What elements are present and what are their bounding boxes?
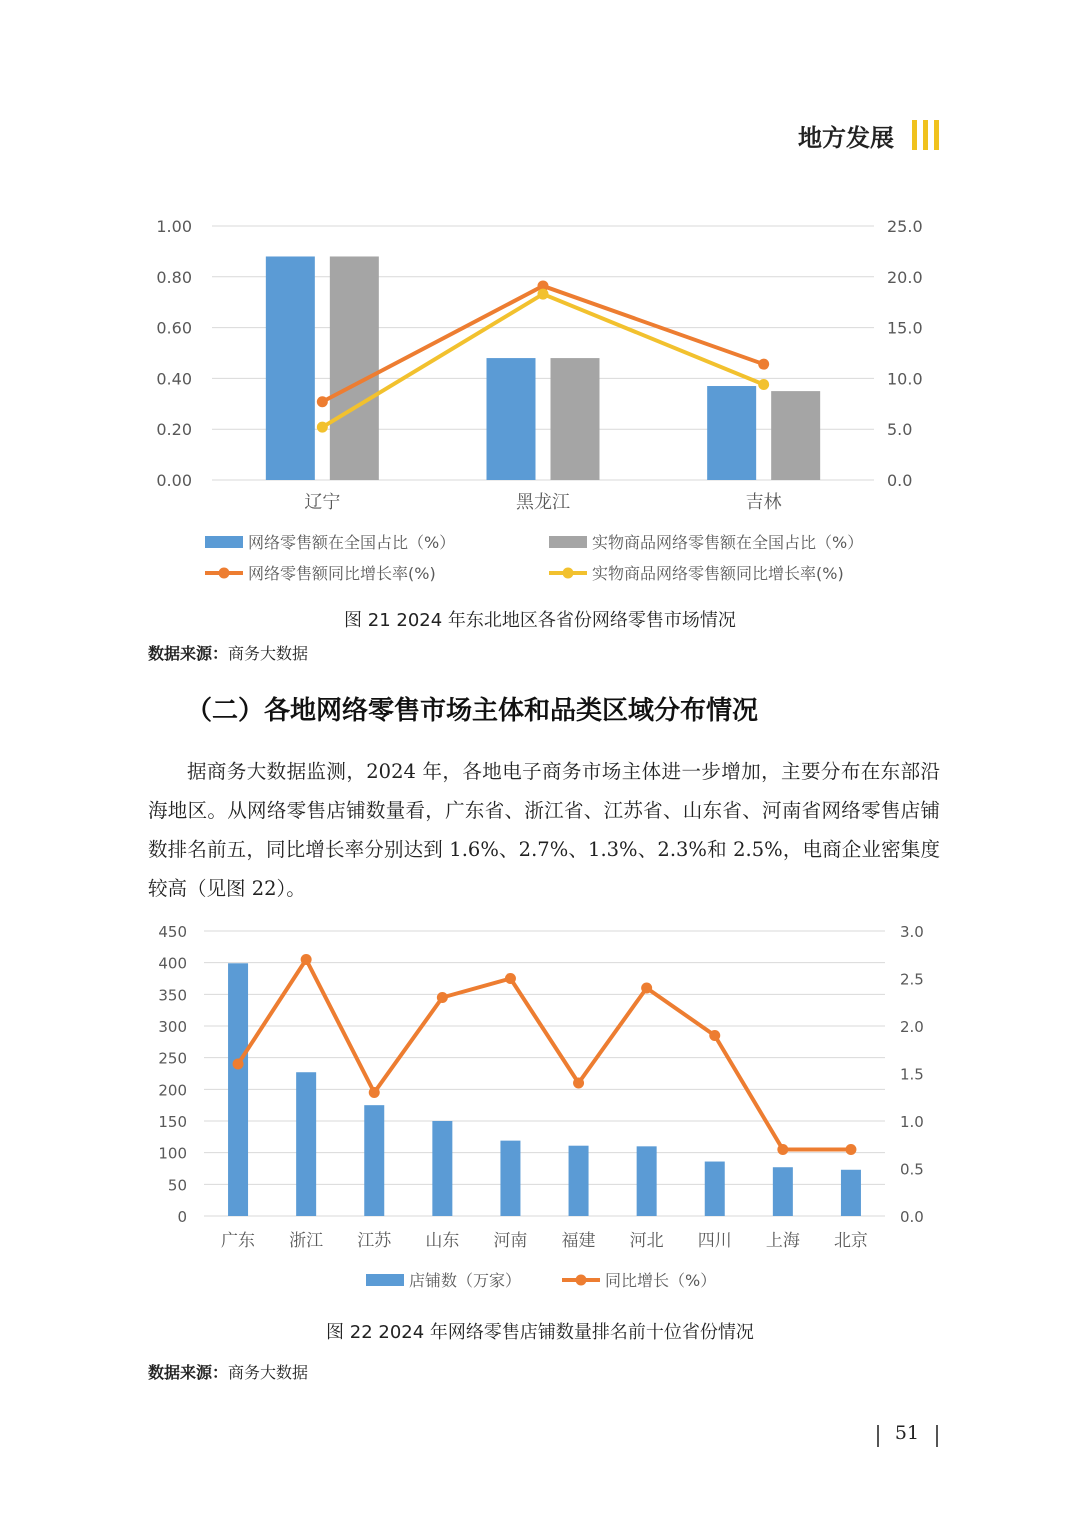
bar [551, 358, 600, 480]
y-left-tick-label: 450 [158, 923, 187, 941]
line-point [369, 1087, 380, 1098]
legend-swatch-marker [563, 568, 574, 579]
x-category-label: 吉林 [745, 492, 782, 513]
bar [771, 391, 820, 480]
legend-swatch [205, 536, 243, 548]
y-left-tick-label: 400 [158, 954, 187, 973]
x-category-label: 北京 [833, 1231, 868, 1251]
y-left-tick-label: 300 [158, 1018, 187, 1036]
line-point [437, 992, 448, 1003]
legend-swatch-marker [576, 1275, 587, 1286]
legend-label: 网络零售额在全国占比（%） [248, 533, 456, 552]
chart1-category-labels [304, 492, 781, 513]
line-point [505, 973, 516, 984]
chart1-legend [205, 533, 863, 583]
chart2-right-axis-ticks [900, 923, 924, 1226]
page-number: 51 [894, 1422, 920, 1444]
line-point [317, 422, 328, 433]
bar [500, 1141, 520, 1216]
chart2-lines [233, 954, 857, 1155]
y-left-tick-label: 150 [158, 1113, 187, 1131]
y-left-tick-label: 0 [177, 1208, 187, 1226]
y-left-tick-label: 0.40 [156, 369, 192, 389]
y-left-tick-label: 100 [158, 1144, 187, 1163]
bar [432, 1121, 452, 1216]
line-point [301, 954, 312, 965]
bar [487, 358, 536, 480]
line-point [573, 1078, 584, 1089]
y-left-tick-label: 1.00 [156, 217, 192, 236]
bar [637, 1146, 657, 1216]
body-paragraph: 据商务大数据监测，2024 年，各地电子商务市场主体进一步增加，主要分布在东部沿海地区。从网络零售店铺数量看，广东省、浙江省、江苏省、山东省、河南省网络零售店铺数排名前五，同比增长率分别达到 1.6%、2.7%、1.3%、2.3%和 2.5%，电商企业密集度较高（见图 22）。 [148, 760, 940, 900]
x-category-label: 四川 [697, 1231, 732, 1251]
legend-label: 网络零售额同比增长率(%) [248, 564, 436, 583]
legend-label: 实物商品网络零售额在全国占比（%） [592, 533, 864, 552]
figure22-caption: 图 22 2024 年网络零售店铺数量排名前十位省份情况 [326, 1322, 754, 1343]
y-left-tick-label: 250 [158, 1049, 187, 1068]
source-label: 数据来源： [148, 644, 229, 663]
chart-northeast-online-retail [0, 200, 1080, 600]
y-right-tick-label: 25.0 [887, 217, 923, 236]
x-category-label: 辽宁 [304, 492, 341, 513]
legend-label: 店铺数（万家） [409, 1271, 522, 1290]
figure22-source [148, 1360, 308, 1383]
legend-swatch-marker [219, 568, 230, 579]
x-category-label: 上海 [765, 1231, 800, 1251]
source-text: 商务大数据 [228, 644, 309, 663]
x-category-label: 福建 [561, 1231, 596, 1251]
source-text: 商务大数据 [228, 1363, 309, 1382]
figure21-caption: 图 21 2024 年东北地区各省份网络零售市场情况 [344, 610, 736, 631]
chart1-lines [317, 280, 769, 432]
line-point [758, 379, 769, 390]
y-right-tick-label: 0.0 [887, 471, 913, 490]
bar [705, 1162, 725, 1216]
chart-top10-provinces-stores [0, 915, 1080, 1305]
bar [266, 256, 315, 480]
series-line [322, 286, 763, 402]
line-point [777, 1144, 788, 1155]
chart2-left-axis-ticks [158, 923, 187, 1226]
line-point [641, 983, 652, 994]
y-right-tick-label: 2.5 [900, 970, 924, 989]
x-category-label: 江苏 [357, 1231, 392, 1251]
y-right-tick-label: 1.0 [900, 1113, 924, 1131]
line-point [538, 289, 549, 300]
y-left-tick-label: 200 [158, 1081, 187, 1100]
y-right-tick-label: 10.0 [887, 369, 923, 389]
y-left-tick-label: 0.80 [156, 267, 192, 287]
section-title: 地方发展 [798, 124, 894, 152]
y-right-tick-label: 3.0 [900, 923, 924, 941]
y-right-tick-label: 1.5 [900, 1065, 924, 1084]
y-left-tick-label: 50 [167, 1176, 187, 1195]
y-left-tick-label: 0.00 [156, 471, 192, 490]
line-point [709, 1030, 720, 1041]
section-heading: （二）各地网络零售市场主体和品类区域分布情况 [186, 696, 759, 726]
bar [841, 1170, 861, 1216]
series-line [322, 294, 763, 427]
y-right-tick-label: 20.0 [887, 267, 923, 287]
bar [707, 386, 756, 480]
line-point [758, 359, 769, 370]
line-point [845, 1144, 856, 1155]
y-right-tick-label: 2.0 [900, 1018, 924, 1036]
y-left-tick-label: 0.20 [156, 420, 192, 440]
chart2-category-labels [221, 1231, 868, 1251]
x-category-label: 浙江 [289, 1231, 324, 1251]
bar [569, 1146, 589, 1216]
page-number-block [872, 1422, 942, 1450]
y-right-tick-label: 0.0 [900, 1208, 924, 1226]
line-point [317, 396, 328, 407]
header-accent-bars [912, 120, 940, 150]
figure21-source [148, 641, 308, 664]
chart2-legend [366, 1271, 716, 1290]
y-right-tick-label: 15.0 [887, 318, 923, 338]
legend-label: 同比增长（%） [605, 1271, 717, 1290]
y-left-tick-label: 0.60 [156, 318, 192, 338]
bar [364, 1105, 384, 1216]
legend-label: 实物商品网络零售额同比增长率(%) [592, 564, 844, 583]
bar [296, 1072, 316, 1216]
bar [330, 256, 379, 480]
x-category-label: 河北 [629, 1231, 664, 1251]
y-left-tick-label: 350 [158, 986, 187, 1005]
x-category-label: 山东 [425, 1231, 460, 1251]
chart1-left-axis-ticks [156, 217, 192, 490]
y-right-tick-label: 0.5 [900, 1160, 924, 1179]
bar [228, 963, 248, 1216]
x-category-label: 广东 [221, 1231, 256, 1251]
source-label: 数据来源： [148, 1363, 229, 1382]
legend-swatch [549, 536, 587, 548]
x-category-label: 黑龙江 [516, 492, 570, 513]
line-point [233, 1059, 244, 1070]
bar [773, 1167, 793, 1216]
x-category-label: 河南 [493, 1231, 528, 1251]
legend-swatch [366, 1274, 404, 1286]
chart1-right-axis-ticks [887, 217, 923, 490]
y-right-tick-label: 5.0 [887, 420, 913, 440]
